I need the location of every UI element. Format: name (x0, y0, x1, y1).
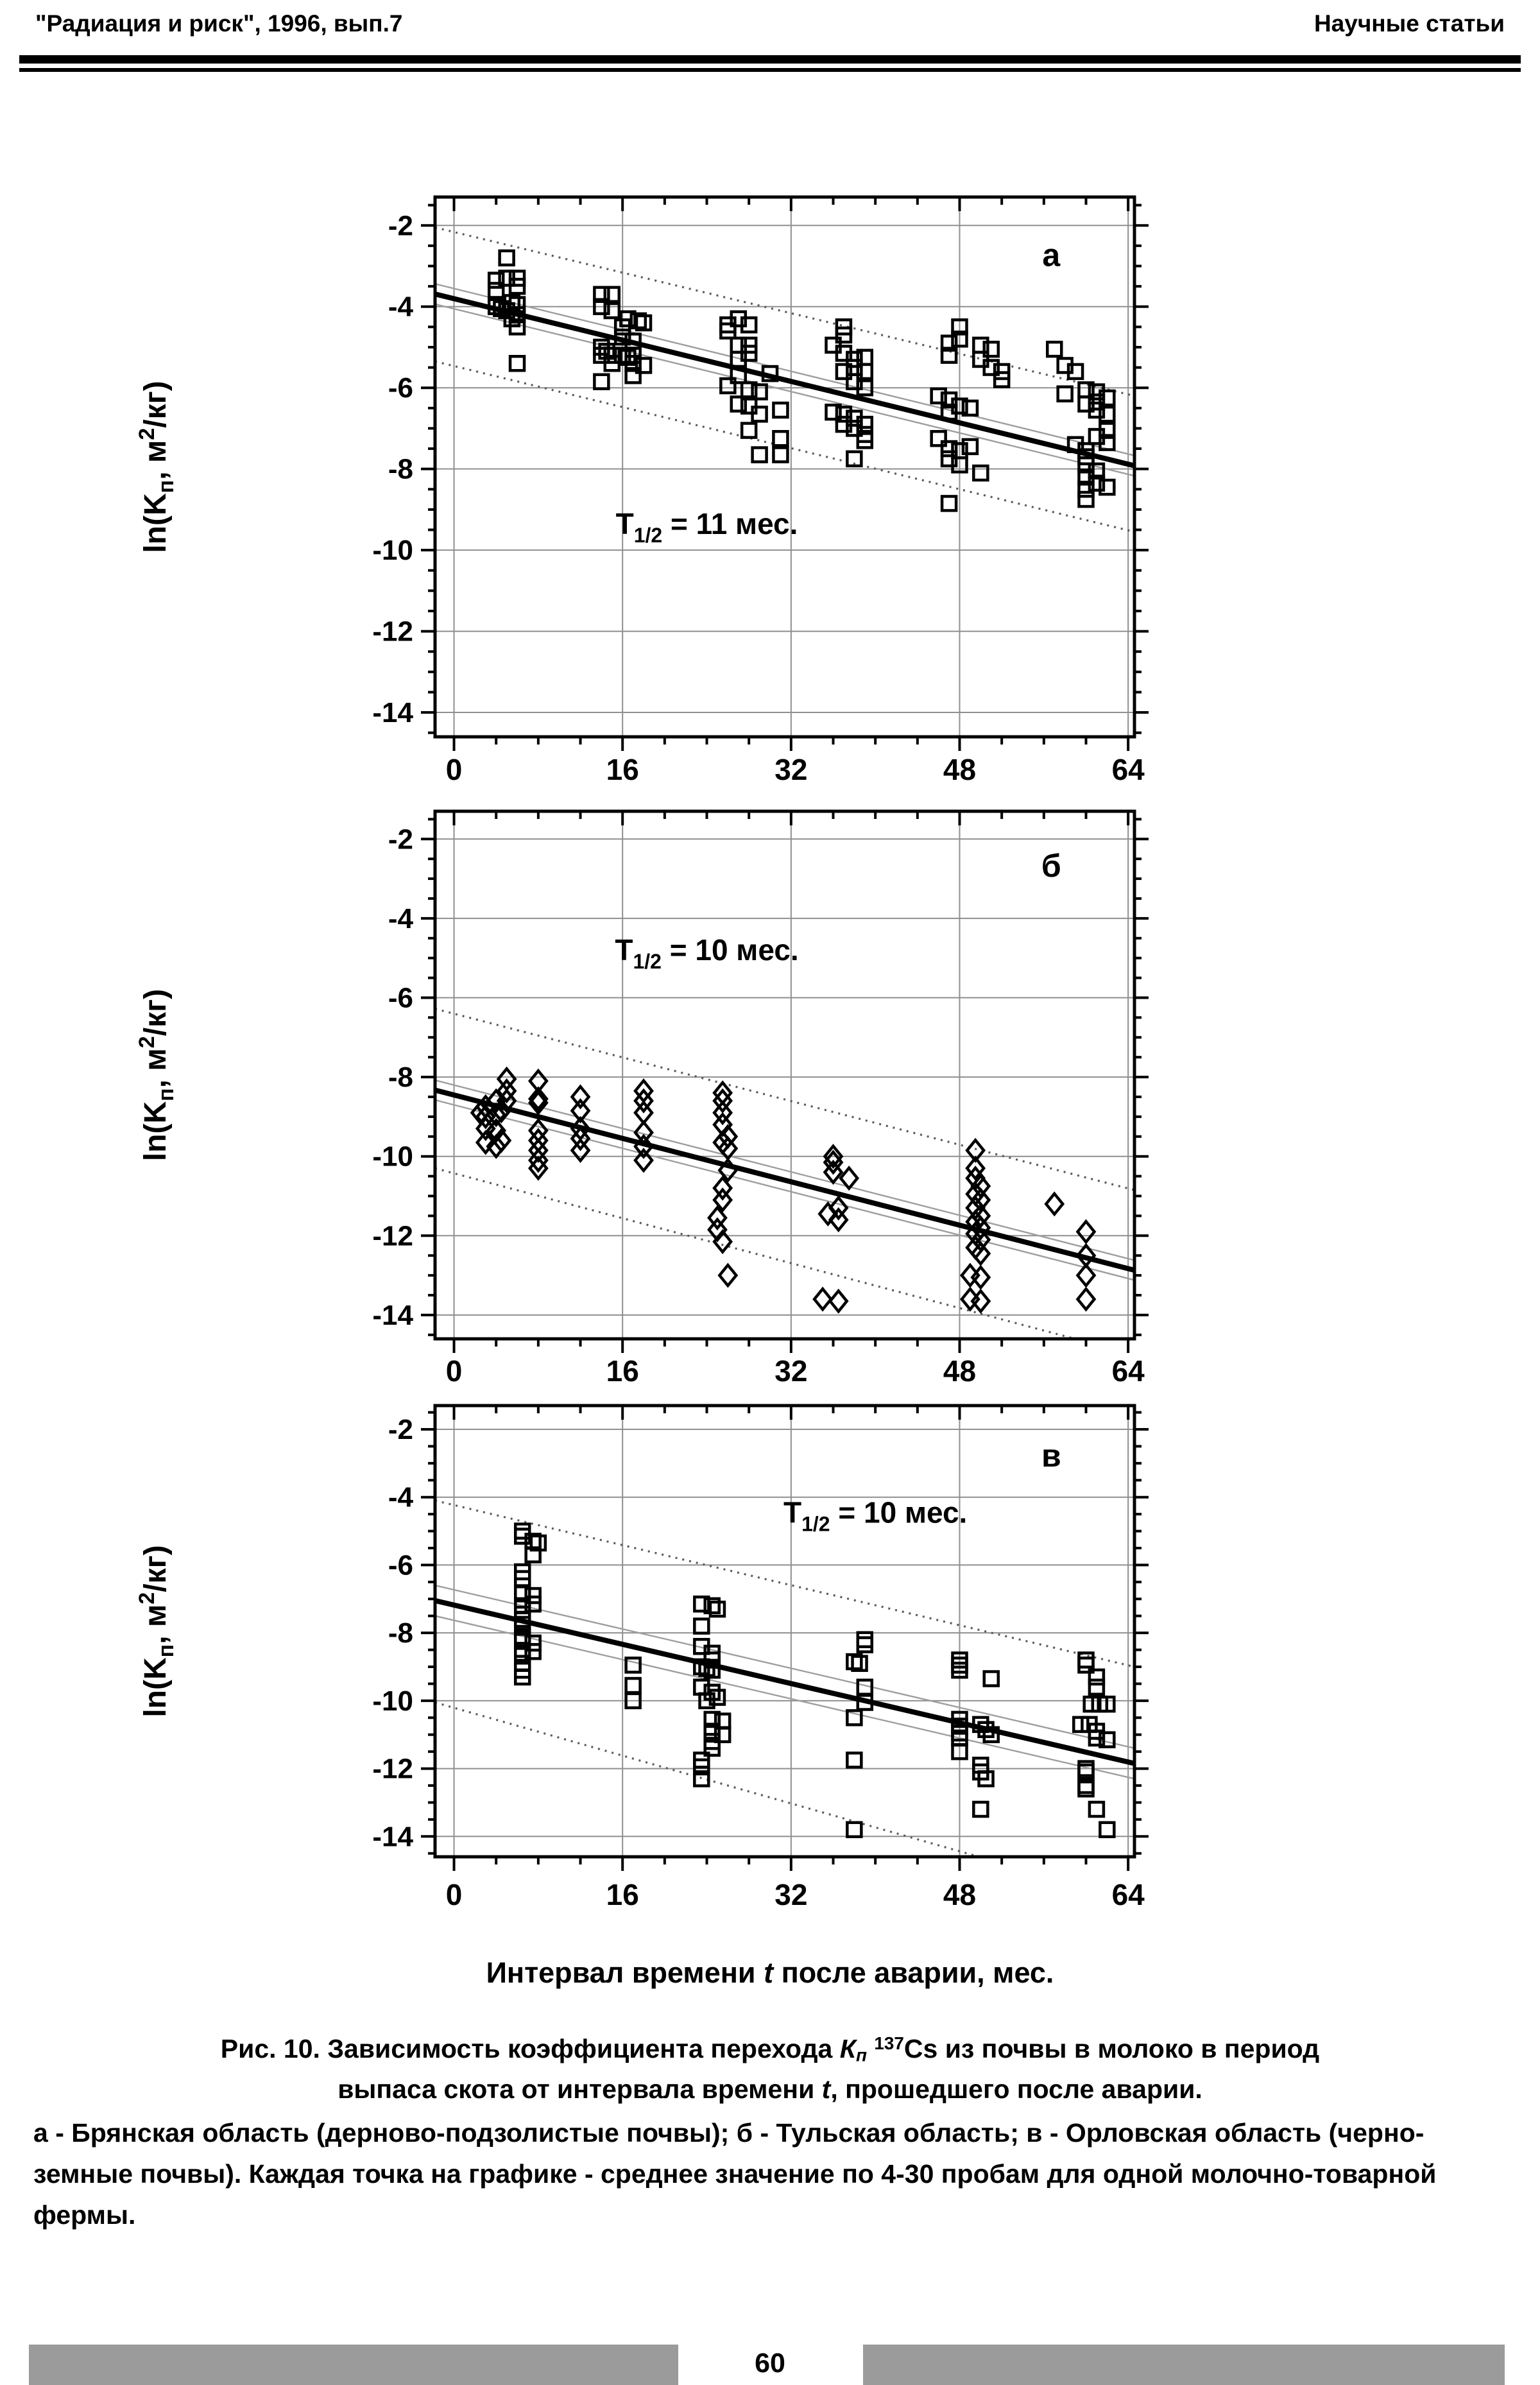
data-point (847, 1823, 861, 1837)
data-point (572, 1087, 589, 1107)
journal-title: "Радиация и риск", 1996, вып.7 (35, 10, 403, 37)
confidence-band-lower (435, 304, 1134, 476)
x-tick-label: 48 (943, 1354, 977, 1388)
y-axis-title: $\ln(K_п$, $м^2/кг$) (135, 381, 178, 553)
y-tick-label: -14 (372, 1299, 413, 1331)
data-point (847, 1753, 861, 1767)
caption-line-2: выпаса скота от интервала времени t, прошедшего после аварии. (338, 2074, 1202, 2104)
x-tick-label: 64 (1111, 1354, 1145, 1388)
y-tick-label: -10 (372, 535, 413, 567)
half-life-annotation: $T_{1/2} = 10$ мес. (615, 933, 799, 973)
data-point (1079, 492, 1093, 506)
y-tick-label: -8 (388, 453, 413, 485)
panel-letter: а (1042, 237, 1061, 273)
x-axis-title: Интервал времени t после аварии, мес. (486, 1956, 1054, 1989)
y-axis-title: $\ln(K_п$, $м^2/кг$) (135, 988, 178, 1162)
y-tick-label: -6 (388, 372, 413, 404)
gridlines (435, 197, 1134, 737)
y-tick-label: -4 (388, 291, 413, 323)
half-life-annotation: $T_{1/2} = 11$ мес. (615, 506, 798, 547)
data-point (605, 304, 619, 318)
data-point (719, 1265, 736, 1286)
y-tick-label: -12 (372, 1220, 413, 1252)
caption-line-3: а - Брянская область (дерново-подзолистые почвы); б - Тульская область; в - Орловская область (черно- (33, 2118, 1425, 2148)
x-tick-label: 64 (1111, 753, 1145, 786)
plot-frame (435, 197, 1134, 737)
data-point (773, 431, 787, 445)
chart-panel-а (135, 197, 1149, 786)
plot-frame (435, 1406, 1134, 1857)
figure-label: Рис. 10. (220, 2033, 320, 2063)
x-tick-label: 48 (943, 753, 977, 786)
data-point (500, 251, 514, 265)
data-point (973, 466, 988, 480)
data-point (1047, 342, 1061, 356)
x-tick-label: 16 (606, 1878, 639, 1911)
x-tick-label: 64 (1111, 1878, 1145, 1911)
data-point (753, 448, 767, 462)
data-point (773, 403, 787, 417)
x-tick-label: 0 (445, 753, 463, 786)
y-tick-label: -8 (388, 1617, 413, 1649)
page-number: 60 (755, 2348, 785, 2379)
data-point (1090, 1802, 1104, 1816)
panel-letter: б (1041, 847, 1061, 884)
caption-line-4: земные почвы). Каждая точка на графике - среднее значение по 4-30 пробам для одной молочно-товарной (33, 2159, 1437, 2189)
chart-panel-в (135, 1406, 1149, 1911)
prediction-band-upper (435, 227, 1134, 395)
data-point (814, 1289, 831, 1309)
data-point (984, 342, 998, 356)
data-point (973, 338, 988, 352)
y-tick-label: -14 (372, 697, 413, 729)
x-tick-label: 32 (774, 1354, 808, 1388)
x-tick-label: 16 (606, 753, 639, 786)
x-tick-label: 0 (445, 1354, 463, 1388)
data-points (515, 1524, 1114, 1837)
panel-letter: в (1041, 1438, 1061, 1474)
y-tick-label: -2 (388, 210, 413, 242)
data-point (773, 448, 787, 462)
data-point (932, 431, 946, 445)
data-point (1077, 1221, 1094, 1242)
regression-line (435, 1601, 1134, 1764)
data-point (858, 1633, 872, 1647)
prediction-band-lower (435, 1703, 1134, 1901)
y-tick-label: -12 (372, 1753, 413, 1785)
chart-panel-б (135, 811, 1149, 1388)
regression-line (435, 294, 1134, 465)
data-points (489, 251, 1114, 511)
caption-line-1: Рис. 10. Зависимость коэффициента перехода $К_п$ $^{137}$Cs из почвы в молоко в период (220, 2033, 1320, 2065)
data-point (1046, 1194, 1063, 1214)
data-point (1090, 1680, 1104, 1694)
caption-line-5: фермы. (33, 2200, 136, 2230)
x-tick-label: 32 (774, 753, 808, 786)
section-title: Научные статьи (1313, 10, 1505, 37)
y-tick-label: -10 (372, 1685, 413, 1717)
y-tick-label: -4 (388, 1481, 413, 1513)
data-point (1100, 1823, 1114, 1837)
y-tick-label: -2 (388, 1414, 413, 1445)
data-point (594, 375, 608, 389)
y-tick-label: -12 (372, 616, 413, 648)
data-point (714, 1083, 731, 1103)
x-tick-label: 16 (606, 1354, 639, 1388)
data-point (1077, 1289, 1094, 1309)
footer-bar-right (863, 2345, 1505, 2385)
data-point (721, 379, 735, 393)
data-point (984, 1672, 998, 1686)
data-point (830, 1291, 847, 1311)
prediction-band-lower (435, 1168, 1134, 1354)
data-point (858, 1638, 872, 1652)
y-tick-label: -14 (372, 1821, 413, 1853)
data-point (932, 389, 946, 403)
gridlines (435, 1406, 1134, 1857)
y-tick-label: -4 (388, 902, 413, 934)
data-point (694, 1680, 708, 1694)
prediction-band-upper (435, 1009, 1134, 1190)
x-tick-label: 32 (774, 1878, 808, 1911)
data-point (515, 1524, 529, 1538)
axis-ticks (421, 197, 1149, 751)
y-tick-label: -10 (372, 1141, 413, 1173)
y-tick-label: -8 (388, 1062, 413, 1094)
data-point (963, 440, 977, 454)
footer-bar-left (29, 2345, 678, 2385)
data-point (1100, 480, 1114, 494)
y-tick-label: -2 (388, 823, 413, 856)
y-axis-title: $\ln(K_п$, $м^2/кг$) (135, 1545, 178, 1718)
data-point (1058, 387, 1072, 401)
x-tick-label: 48 (943, 1878, 977, 1911)
x-tick-label: 0 (445, 1878, 463, 1911)
data-point (942, 496, 956, 510)
regression-line (435, 1090, 1134, 1270)
confidence-band-upper (435, 284, 1134, 455)
data-point (973, 1802, 988, 1816)
data-point (626, 1678, 640, 1692)
data-point (515, 1529, 529, 1544)
data-point (694, 1619, 708, 1633)
confidence-band-lower (435, 1100, 1134, 1280)
y-tick-label: -6 (388, 1549, 413, 1581)
y-tick-label: -6 (388, 982, 413, 1014)
data-point (742, 424, 756, 438)
half-life-annotation: $T_{1/2} = 10$ мес. (783, 1495, 968, 1536)
data-point (510, 356, 524, 370)
